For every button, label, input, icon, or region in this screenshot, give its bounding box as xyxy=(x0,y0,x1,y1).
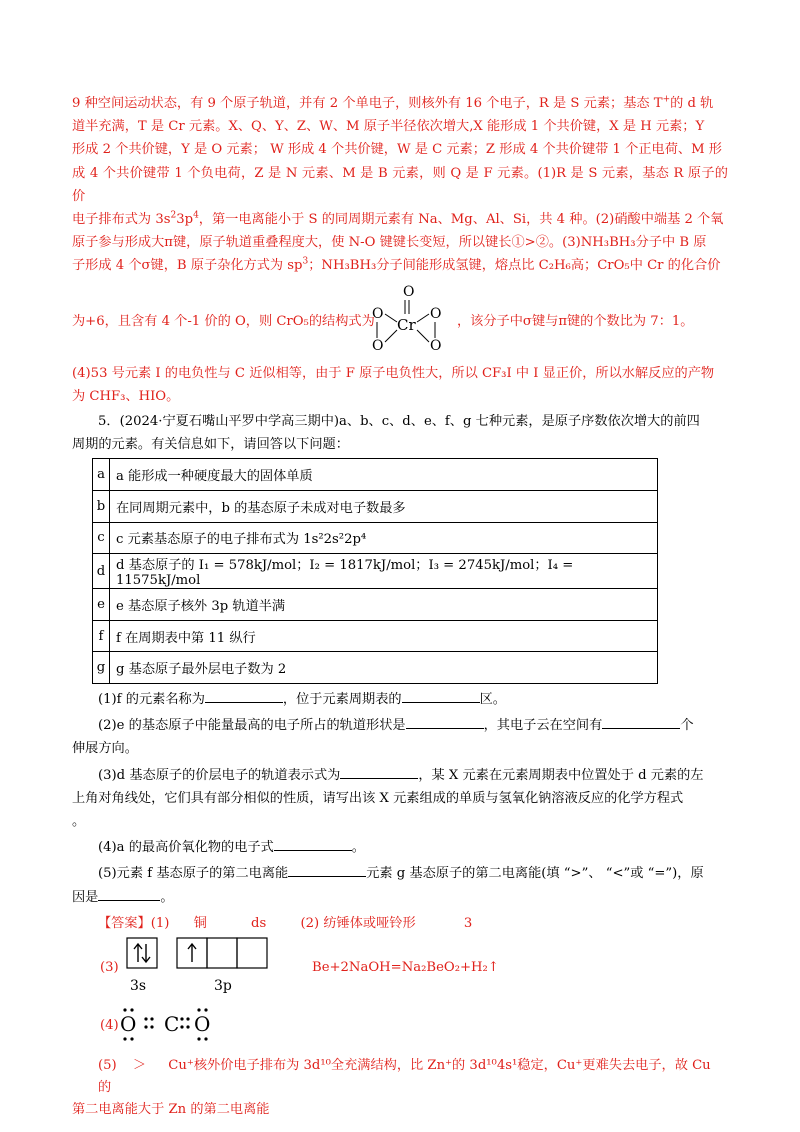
table-row xyxy=(93,554,658,589)
element-info-cell: d 基态原子的 I₁ = 578kJ/mol；I₂ = 1817kJ/mol；I₃ = 2745kJ/mol；I₄ = 11575kJ/mol xyxy=(110,554,658,589)
chemical-equation: Be+2NaOH=Na₂BeO₂+H₂↑ xyxy=(312,959,499,975)
answer-value: 纺锤体或哑铃形 xyxy=(323,915,416,931)
electron-dot-row xyxy=(72,997,728,1047)
answer-number: (1) xyxy=(150,915,170,931)
question-text: (3)d 基态原子的价层电子的轨道表示式为 xyxy=(98,767,341,783)
element-key-cell: c xyxy=(93,522,110,554)
answer-text: Cu⁺核外价电子排布为 3d¹⁰全充满结构，比 Zn⁺的 3d¹⁰4s¹稳定，Cu⁺更难失去电子，故 Cu 的 xyxy=(98,1057,711,1095)
orbital-answer-row xyxy=(72,935,728,997)
oxygen-upper-left: O xyxy=(372,305,384,322)
question-text: 。 xyxy=(160,889,174,905)
superscript: 2 xyxy=(170,210,177,221)
question-text: 因是 xyxy=(72,889,99,905)
orbital-box-3p xyxy=(237,938,267,968)
orbital-diagram xyxy=(124,935,274,997)
answer-text: ；NH₃BH₃分子间能形成氢键，熔点比 C₂H₆高；CrO₅中 Cr 的化合价 xyxy=(308,258,721,274)
element-info-cell: c 元素基态原子的电子排布式为 1s²2s²2p⁴ xyxy=(110,522,658,554)
question-text: 区。 xyxy=(479,692,506,707)
element-key-cell: d xyxy=(93,554,110,589)
document-page xyxy=(72,92,728,1121)
question-text: 。 xyxy=(72,814,86,830)
orbital-label-3s: 3s xyxy=(130,977,147,994)
question-intro: 周期的元素。有关信息如下，请回答以下问题： xyxy=(72,437,349,453)
element-info-cell: g 基态原子最外层电子数为 2 xyxy=(110,652,658,684)
bond-line xyxy=(417,330,429,342)
question-text: (4)a 的最高价氧化物的电子式 xyxy=(98,840,274,856)
answer-blank[interactable] xyxy=(402,690,480,703)
orbital-label-3p: 3p xyxy=(214,977,232,994)
cro5-structure-row xyxy=(72,278,728,362)
question-text: ，其电子云在空间有 xyxy=(483,718,603,734)
answer-section xyxy=(72,913,728,1121)
answer-text: ，该分子中σ键与π键的个数比为 7：1。 xyxy=(457,313,694,329)
question-5 xyxy=(72,410,728,456)
answer-text: 为 CHF₃、HIO。 xyxy=(72,388,180,404)
orbital-box-3p xyxy=(207,938,237,968)
element-key-cell: f xyxy=(93,620,110,652)
bond-line xyxy=(417,314,429,322)
answer-text: 的 d 轨 xyxy=(670,96,714,111)
question-text: (1)f 的元素名称为 xyxy=(98,692,205,707)
answer-value: 铜 xyxy=(193,915,207,931)
answer-text: (4)53 号元素 I 的电负性与 C 近似相等，由于 F 原子电负性大，所以 CF₃I 中 I 显正价，所以水解反应的产物 xyxy=(72,365,715,381)
question-text: ，位于元素周期表的 xyxy=(282,692,402,707)
answer-blank[interactable] xyxy=(340,766,418,779)
carbon-atom: C xyxy=(164,1011,180,1036)
answer-value: ＞ xyxy=(132,1057,147,1073)
answer-value: 3 xyxy=(463,915,473,931)
element-key-cell: e xyxy=(93,589,110,621)
bond-line xyxy=(385,330,397,342)
question-text: 元素 g 基态原子的第二电离能(填 “>”、 “<”或 “=”)，原 xyxy=(366,866,704,882)
answer-number: (4) xyxy=(100,1017,119,1033)
superscript: + xyxy=(662,94,671,105)
answer-blank[interactable] xyxy=(274,838,352,851)
question-text: (5)元素 f 基态原子的第二电离能 xyxy=(98,866,289,882)
superscript: 4 xyxy=(193,210,199,221)
previous-answer xyxy=(72,92,728,278)
element-info-cell: f 在周期表中第 11 纵行 xyxy=(110,620,658,652)
question-text: ，某 X 元素在元素周期表中位置处于 d 元素的左 xyxy=(418,767,704,783)
previous-answer-part4 xyxy=(72,362,728,408)
answer-text: 原子参与形成大π键，原子轨道重叠程度大，使 N-O 键键长变短，所以键长①>②。(3)NH₃BH₃分子中 B 原 xyxy=(72,235,707,251)
co2-electron-dot-formula xyxy=(118,997,218,1045)
answer-blank[interactable] xyxy=(98,888,160,901)
table-row xyxy=(93,522,658,554)
oxygen-upper-right: O xyxy=(430,305,442,322)
element-info-cell: a 能形成一种硬度最大的固体单质 xyxy=(110,459,658,491)
answer-label: 【答案】 xyxy=(98,915,151,931)
element-key-cell: a xyxy=(93,459,110,491)
element-info-cell: e 基态原子核外 3p 轨道半满 xyxy=(110,589,658,621)
answer-text: 形成 2 个共价键，Y 是 O 元素； W 形成 4 个共价键，W 是 C 元素；Z 形成 4 个共价键带 1 个正电荷、M 形 xyxy=(72,142,722,158)
table-row xyxy=(93,589,658,621)
answer-number: (5) xyxy=(98,1057,117,1073)
question-text: 。 xyxy=(351,840,365,856)
question-text: (2)e 的基态原子中能量最高的电子所占的轨道形状是 xyxy=(98,718,406,734)
oxygen-lower-right: O xyxy=(430,337,442,354)
table-row xyxy=(93,491,658,523)
answer-number: (2) xyxy=(300,915,320,931)
question-intro: 5．(2024·宁夏石嘴山平罗中学高三期中)a、b、c、d、e、f、g 七种元素，是原子序数依次增大的前四 xyxy=(98,414,700,430)
question-text: 伸展方向。 xyxy=(72,741,138,757)
superscript: 3 xyxy=(302,257,309,268)
table-row xyxy=(93,459,658,491)
answer-text: 道半充满，T 是 Cr 元素。X、Q、Y、Z、W、M 原子半径依次增大,X 能形成 1 个共价键，X 是 H 元素；Y xyxy=(72,119,705,135)
bond-line xyxy=(385,314,397,322)
oxygen-atom: O xyxy=(120,1011,137,1036)
chromium-center: Cr xyxy=(397,315,416,334)
element-info-body xyxy=(93,459,658,684)
element-info-cell: 在同周期元素中，b 的基态原子未成对电子数最多 xyxy=(110,491,658,523)
element-info-table xyxy=(92,458,658,684)
answer-blank[interactable] xyxy=(205,690,283,703)
sub-questions xyxy=(72,688,728,909)
answer-text: 成 4 个共价键带 1 个负电荷，Z 是 N 元素、M 是 B 元素，则 Q 是 F 元素。(1)R 是 S 元素，基态 R 原子的价 xyxy=(72,165,728,204)
answer-text: 9 种空间运动状态，有 9 个原子轨道，并有 2 个单电子，则核外有 16 个电子，R 是 S 元素；基态 T xyxy=(72,96,663,111)
oxygen-atom: O xyxy=(194,1011,211,1036)
answer-text: 为+6，且含有 4 个-1 价的 O，则 CrO₅的结构式为 xyxy=(72,313,375,329)
orbital-box-3s xyxy=(127,938,157,968)
answer-blank[interactable] xyxy=(406,716,484,729)
answer-value: ds xyxy=(251,915,267,931)
answer-text: 第二电离能大于 Zn 的第二电离能 xyxy=(72,1101,270,1117)
answer-number: (3) xyxy=(100,959,119,975)
answer-text: 子形成 4 个σ键，B 原子杂化方式为 sp xyxy=(72,258,303,274)
answer-text: 电子排布式为 3s xyxy=(72,212,171,228)
element-key-cell: g xyxy=(93,652,110,684)
question-text: 个 xyxy=(680,718,694,734)
answer-blank[interactable] xyxy=(288,864,366,877)
table-row xyxy=(93,652,658,684)
oxygen-lower-left: O xyxy=(372,337,384,354)
oxygen-top: O xyxy=(403,283,415,300)
answer-text: ，第一电离能小于 S 的同周期元素有 Na、Mg、Al、Si，共 4 种。(2)硝酸中端基 2 个氧 xyxy=(198,212,724,228)
element-key-cell: b xyxy=(93,491,110,523)
question-text: 上角对角线处，它们具有部分相似的性质，请写出该 X 元素组成的单质与氢氧化钠溶液反应的化学方程式 xyxy=(72,790,684,806)
answer-blank[interactable] xyxy=(602,716,680,729)
table-row xyxy=(93,620,658,652)
cro5-structure-diagram xyxy=(367,282,447,360)
answer-text: 3p xyxy=(176,212,194,228)
